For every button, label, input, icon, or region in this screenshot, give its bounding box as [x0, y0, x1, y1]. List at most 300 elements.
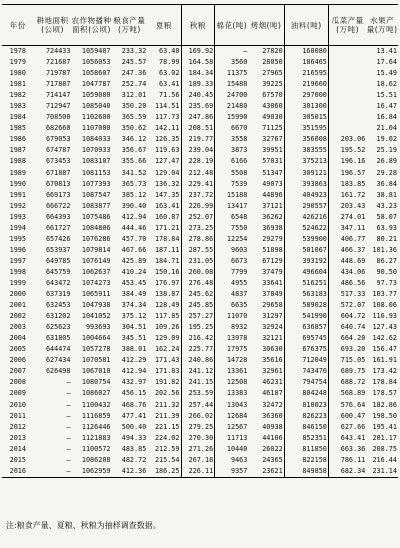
- table-cell: 23621: [248, 466, 284, 478]
- table-cell: 1083107: [81, 157, 111, 166]
- table-cell: 688.72: [328, 377, 366, 388]
- table-cell: 724433: [45, 47, 71, 56]
- table-row: [2, 422, 398, 433]
- table-cell: 385.12: [121, 190, 147, 199]
- table-footnote: 注:粮食产量、夏粮、秋粮为抽样调查数据。: [6, 521, 161, 530]
- table-cell: 355.66: [121, 157, 147, 166]
- table-cell: 7550: [215, 223, 249, 234]
- table-row: [2, 168, 398, 179]
- table-row: [2, 145, 398, 156]
- table-row: [2, 90, 398, 101]
- table-cell: 136.32: [154, 179, 180, 188]
- table-cell: 29658: [262, 301, 283, 310]
- table-cell: 186.25: [147, 466, 181, 478]
- table-cell: 2005: [9, 345, 26, 354]
- table-cell: 138.87: [154, 290, 180, 299]
- table-cell: 32472: [262, 400, 283, 409]
- table-cell: 127.43: [372, 323, 397, 332]
- table-cell: 2010: [9, 400, 26, 409]
- table-row: [2, 179, 398, 190]
- table-cell: 161.72: [328, 190, 366, 201]
- table-cell: 708500: [45, 113, 71, 122]
- table-cell: 4955: [215, 278, 249, 289]
- table-cell: 467.66: [121, 245, 147, 254]
- table-cell: 15488: [215, 79, 249, 90]
- table-cell: 1062959: [72, 466, 112, 478]
- table-cell: 1100432: [81, 400, 111, 409]
- table-row: [2, 234, 398, 245]
- table-cell: 32924: [262, 323, 283, 332]
- table-cell: 406.77: [328, 234, 366, 245]
- table-cell: 233.32: [121, 47, 147, 56]
- table-cell: 670813: [45, 179, 71, 188]
- table-cell: 412.29: [121, 356, 147, 365]
- table-cell: 257.27: [181, 311, 215, 322]
- table-cell: 456.15: [121, 389, 147, 398]
- table-cell: 202.56: [154, 389, 180, 398]
- table-cell: 27820: [262, 47, 283, 56]
- table-row: [2, 112, 398, 123]
- table-cell: 297000: [284, 90, 328, 101]
- table-cell: 15990: [215, 112, 249, 123]
- table-cell: 1982: [9, 91, 26, 100]
- table-cell: 10440: [215, 444, 249, 455]
- table-cell: 365.59: [121, 113, 147, 122]
- table-cell: 16.47: [376, 102, 397, 111]
- table-cell: 178.84: [372, 378, 397, 387]
- table-cell: 572.07: [328, 300, 366, 311]
- table-cell: 356.67: [121, 146, 147, 155]
- table-cell: 1983: [9, 102, 26, 111]
- table-cell: 351595: [284, 123, 328, 134]
- table-cell: 1062637: [81, 267, 111, 276]
- table-cell: 241.12: [181, 366, 215, 377]
- table-cell: 171.43: [154, 356, 180, 365]
- table-cell: 356008: [284, 134, 328, 145]
- table-cell: 1047787: [81, 80, 111, 89]
- table-cell: 126.35: [154, 135, 180, 144]
- table-cell: 794754: [284, 377, 328, 388]
- table-cell: 12684: [215, 411, 249, 422]
- table-cell: 49073: [262, 179, 283, 188]
- table-cell: 78.99: [159, 58, 180, 67]
- table-cell: 13978: [215, 333, 249, 344]
- table-cell: 198.50: [372, 411, 397, 420]
- table-cell: 3558: [215, 134, 249, 145]
- header-row: [2, 5, 398, 46]
- table-cell: 13043: [215, 400, 249, 411]
- statistics-table-frame: [2, 4, 398, 478]
- table-cell: 278.86: [181, 234, 215, 245]
- table-cell: 128.49: [154, 301, 180, 310]
- table-cell: 103.77: [372, 290, 397, 299]
- table-cell: 195.52: [328, 145, 366, 156]
- table-cell: 86.27: [376, 256, 397, 265]
- table-cell: 453.45: [121, 279, 147, 287]
- table-cell: 49030: [262, 113, 283, 122]
- table-cell: 142.62: [372, 334, 397, 343]
- table-cell: 350.62: [121, 124, 147, 133]
- table-cell: 1075486: [81, 212, 111, 221]
- table-cell: 13361: [215, 366, 249, 377]
- table-cell: [328, 46, 366, 58]
- table-cell: 374.34: [121, 301, 147, 310]
- table-cell: 36938: [262, 223, 283, 232]
- table-cell: 32121: [262, 334, 283, 343]
- table-cell: 29279: [262, 234, 283, 243]
- table-cell: 231.14: [366, 466, 398, 478]
- table-cell: 270.30: [181, 433, 215, 444]
- table-cell: 412.94: [121, 212, 147, 221]
- table-cell: 40938: [262, 422, 283, 431]
- table-cell: 203.43: [328, 201, 366, 212]
- table-cell: 33641: [262, 279, 283, 287]
- table-cell: 160.87: [154, 212, 180, 221]
- table-cell: 671887: [45, 168, 71, 177]
- table-cell: 129.09: [154, 334, 180, 343]
- table-cell: 11713: [215, 433, 249, 444]
- table-cell: —: [34, 466, 72, 478]
- table-cell: 645759: [45, 267, 71, 276]
- table-cell: 15188: [215, 190, 249, 201]
- table-cell: 178.57: [372, 389, 397, 398]
- table-cell: 345.51: [121, 334, 147, 343]
- table-cell: 482.72: [121, 455, 147, 464]
- table-cell: —: [215, 46, 249, 58]
- table-cell: 208.51: [181, 123, 215, 134]
- table-cell: 24700: [215, 90, 249, 101]
- table-cell: 3560: [215, 57, 249, 68]
- table-cell: 6166: [215, 156, 249, 167]
- table-cell: 1984: [9, 113, 26, 122]
- table-cell: 212.48: [181, 168, 215, 179]
- table-cell: 245.62: [181, 289, 215, 300]
- table-cell: —: [66, 422, 71, 431]
- table-row: [2, 433, 398, 444]
- table-cell: —: [66, 378, 71, 387]
- table-cell: 17.64: [376, 58, 397, 67]
- table-cell: 271.26: [181, 444, 215, 455]
- table-cell: 97.73: [376, 279, 397, 287]
- table-cell: 712049: [284, 355, 328, 366]
- table-body: [2, 46, 398, 478]
- table-cell: 163.41: [154, 201, 180, 210]
- table-cell: 6548: [215, 212, 249, 223]
- table-cell: 211.39: [154, 411, 180, 420]
- table-cell: 156.47: [372, 345, 397, 354]
- column-header: 油料(吨): [284, 5, 328, 46]
- table-row: [2, 388, 398, 399]
- table-cell: 196.57: [328, 168, 366, 179]
- table-cell: 693.20: [328, 344, 366, 355]
- table-cell: 1121883: [81, 433, 111, 442]
- table-cell: 604.72: [328, 311, 366, 322]
- table-cell: 247.36: [121, 69, 147, 78]
- table-cell: 11070: [215, 311, 249, 322]
- agricultural-statistics-table: [2, 4, 398, 478]
- table-cell: 346.12: [121, 135, 147, 144]
- table-row: [2, 278, 398, 289]
- table-cell: 28050: [262, 58, 283, 67]
- table-cell: 195.41: [372, 422, 397, 431]
- table-cell: 1116859: [81, 411, 111, 420]
- table-cell: 1041052: [81, 312, 111, 321]
- table-cell: 237.72: [181, 190, 215, 201]
- table-cell: 432.97: [121, 378, 147, 387]
- table-cell: 147.35: [154, 190, 180, 199]
- table-cell: 191.82: [154, 378, 180, 387]
- table-row: [2, 68, 398, 79]
- table-cell: 1100572: [81, 444, 111, 453]
- table-cell: 1057278: [81, 345, 111, 354]
- table-cell: 1993: [9, 212, 26, 221]
- table-cell: 114.51: [154, 102, 180, 111]
- table-cell: 219660: [284, 79, 328, 90]
- table-cell: 36.84: [376, 179, 397, 188]
- table-cell: 26.89: [376, 157, 397, 166]
- table-cell: 425.89: [121, 256, 147, 265]
- table-row: [2, 256, 398, 267]
- table-cell: 1070581: [81, 356, 111, 365]
- table-row: [2, 245, 398, 256]
- table-cell: 1987: [9, 146, 26, 155]
- table-cell: 290557: [284, 201, 328, 212]
- table-cell: 657426: [45, 234, 71, 243]
- table-cell: 811850: [284, 444, 328, 455]
- table-cell: 208.75: [372, 444, 397, 453]
- table-cell: 1980: [9, 69, 26, 78]
- table-cell: 287.55: [181, 245, 215, 256]
- table-cell: 182.86: [372, 400, 397, 409]
- table-cell: 46231: [262, 378, 283, 387]
- table-cell: 1077393: [81, 179, 111, 188]
- table-cell: 466.37: [328, 245, 366, 256]
- table-cell: 486.56: [328, 278, 366, 289]
- table-row: [2, 267, 398, 278]
- table-cell: 241.15: [181, 377, 215, 388]
- table-cell: 410.24: [121, 267, 147, 276]
- table-cell: 1986: [9, 135, 26, 144]
- table-cell: 176.97: [154, 279, 180, 287]
- table-cell: 18.62: [376, 80, 397, 89]
- table-cell: 228.19: [181, 156, 215, 167]
- table-cell: 673453: [45, 157, 71, 166]
- table-cell: 305015: [284, 112, 328, 123]
- table-cell: 539900: [284, 234, 328, 245]
- table-cell: 589028: [284, 300, 328, 311]
- table-cell: 715.05: [328, 355, 366, 366]
- column-header: 水果产量(万吨): [366, 5, 398, 46]
- table-cell: 3873: [215, 145, 249, 156]
- table-cell: 63.41: [159, 80, 180, 89]
- table-cell: 412.94: [121, 367, 147, 376]
- table-cell: 1978: [9, 47, 26, 56]
- table-cell: 90.50: [376, 267, 397, 276]
- table-cell: 2001: [9, 301, 26, 310]
- table-cell: 388.01: [121, 345, 147, 354]
- table-cell: 260.08: [181, 267, 215, 278]
- table-cell: 279.25: [181, 422, 215, 433]
- table-cell: 43060: [262, 102, 283, 111]
- table-cell: 253.59: [181, 388, 215, 399]
- table-cell: 2014: [9, 444, 26, 453]
- table-cell: 1107000: [81, 124, 111, 133]
- table-cell: 1087547: [81, 190, 111, 199]
- table-cell: 496604: [284, 267, 328, 278]
- table-cell: 1067010: [81, 367, 111, 376]
- table-cell: 203.06: [328, 134, 366, 145]
- table-cell: 173.42: [372, 367, 397, 376]
- table-cell: 119.63: [154, 146, 180, 155]
- table-cell: 1990: [9, 179, 26, 188]
- table-row: [2, 46, 398, 58]
- table-cell: 127.47: [154, 157, 180, 166]
- table-cell: 846150: [284, 422, 328, 433]
- table-cell: 304.51: [121, 323, 147, 332]
- table-cell: 524622: [284, 223, 328, 234]
- table-cell: 664.20: [328, 333, 366, 344]
- table-cell: 186465: [284, 57, 328, 68]
- table-cell: 178.84: [154, 234, 180, 243]
- table-cell: 276.48: [181, 278, 215, 289]
- table-cell: 39225: [262, 80, 283, 89]
- table-cell: 13417: [215, 201, 249, 212]
- table-cell: 1080754: [81, 378, 111, 387]
- table-cell: 1083877: [81, 201, 111, 210]
- table-cell: 649785: [45, 256, 71, 265]
- table-cell: 2012: [9, 422, 26, 431]
- column-header: 农作物播种面积(公顷): [72, 5, 112, 46]
- table-cell: 563183: [284, 289, 328, 300]
- table-cell: 712947: [45, 102, 71, 111]
- table-cell: 36262: [262, 212, 283, 221]
- table-cell: 2007: [9, 367, 26, 376]
- table-row: [2, 101, 398, 112]
- table-cell: —: [66, 444, 71, 453]
- table-cell: 714147: [45, 91, 71, 100]
- table-cell: 852351: [284, 433, 328, 444]
- table-cell: 434.06: [328, 267, 366, 278]
- column-header: 秋粮: [181, 5, 215, 46]
- table-cell: 58.07: [376, 212, 397, 221]
- table-cell: [328, 79, 366, 90]
- table-cell: 51347: [262, 168, 283, 177]
- column-header: 瓜菜产量(万吨): [328, 5, 366, 46]
- table-cell: [328, 123, 366, 134]
- table-cell: 695745: [284, 333, 328, 344]
- table-cell: 63.40: [159, 47, 180, 56]
- table-cell: 245.85: [181, 300, 215, 311]
- table-cell: 1126446: [81, 422, 111, 431]
- table-row: [2, 377, 398, 388]
- table-cell: 517.33: [328, 289, 366, 300]
- table-row: [2, 466, 398, 478]
- table-cell: 67570: [262, 91, 283, 100]
- table-cell: 412.36: [112, 466, 148, 478]
- table-cell: 15.49: [376, 69, 397, 78]
- table-row: [2, 411, 398, 422]
- table-cell: 187.11: [154, 245, 180, 254]
- table-cell: 117.85: [154, 312, 180, 321]
- table-cell: 631202: [45, 312, 71, 321]
- table-cell: 350.20: [121, 102, 147, 111]
- table-cell: 19.02: [376, 135, 397, 144]
- table-cell: 404923: [284, 190, 328, 201]
- table-cell: 347.11: [328, 223, 366, 234]
- table-cell: 171.83: [154, 367, 180, 376]
- table-cell: 21480: [215, 101, 249, 112]
- table-row: [2, 134, 398, 145]
- table-cell: 674787: [45, 146, 71, 155]
- table-cell: 8932: [215, 322, 249, 333]
- table-cell: 240.45: [181, 90, 215, 101]
- table-cell: 43.23: [376, 201, 397, 210]
- table-cell: 16.84: [376, 113, 397, 122]
- table-cell: 375.12: [121, 312, 147, 321]
- table-cell: 184.71: [154, 256, 180, 265]
- table-cell: 266.02: [181, 411, 215, 422]
- table-cell: 7799: [215, 267, 249, 278]
- table-cell: 1996: [9, 245, 26, 254]
- table-cell: 171.21: [154, 223, 180, 232]
- table-cell: 1985: [9, 124, 26, 133]
- column-header: 棉花(吨): [215, 5, 249, 46]
- table-cell: 71.56: [159, 91, 180, 100]
- table-cell: 219.77: [181, 134, 215, 145]
- table-cell: 27965: [262, 69, 283, 78]
- table-cell: 653937: [45, 245, 71, 254]
- table-cell: 2006: [9, 356, 26, 365]
- table-cell: —: [66, 455, 71, 464]
- table-cell: 643.41: [328, 433, 366, 444]
- table-cell: 1085040: [81, 102, 111, 111]
- table-cell: 274.01: [328, 212, 366, 223]
- table-cell: 36360: [262, 411, 283, 420]
- table-cell: 676375: [284, 344, 328, 355]
- table-cell: 721687: [45, 58, 71, 67]
- table-cell: 39951: [262, 146, 283, 155]
- table-cell: 643472: [45, 279, 71, 287]
- table-cell: 67129: [262, 256, 283, 265]
- table-cell: 226.11: [181, 466, 215, 478]
- table-cell: 2011: [9, 411, 26, 420]
- table-cell: 1086208: [81, 455, 111, 464]
- table-cell: 717887: [45, 80, 71, 89]
- table-cell: 239.04: [181, 145, 215, 156]
- column-header: 夏粮: [147, 5, 181, 46]
- table-cell: 1999: [9, 279, 26, 287]
- table-cell: 101.36: [372, 245, 397, 254]
- table-cell: 468.76: [121, 400, 147, 409]
- table-cell: 12567: [215, 422, 249, 433]
- table-cell: 682.34: [328, 466, 366, 478]
- table-cell: 267.18: [181, 455, 215, 466]
- table-cell: 9357: [215, 466, 249, 478]
- table-cell: [328, 57, 366, 68]
- table-row: [2, 223, 398, 234]
- table-cell: 216.44: [372, 455, 397, 464]
- table-cell: 37849: [262, 290, 283, 299]
- table-cell: 15.51: [376, 91, 397, 100]
- table-cell: 1074273: [81, 279, 111, 287]
- table-cell: 627.66: [328, 422, 366, 433]
- table-cell: 1979: [9, 58, 26, 67]
- table-cell: 661727: [45, 223, 71, 232]
- table-cell: 626498: [45, 367, 71, 376]
- table-cell: 1997: [9, 256, 26, 265]
- table-cell: 1989: [9, 168, 26, 177]
- table-row: [2, 289, 398, 300]
